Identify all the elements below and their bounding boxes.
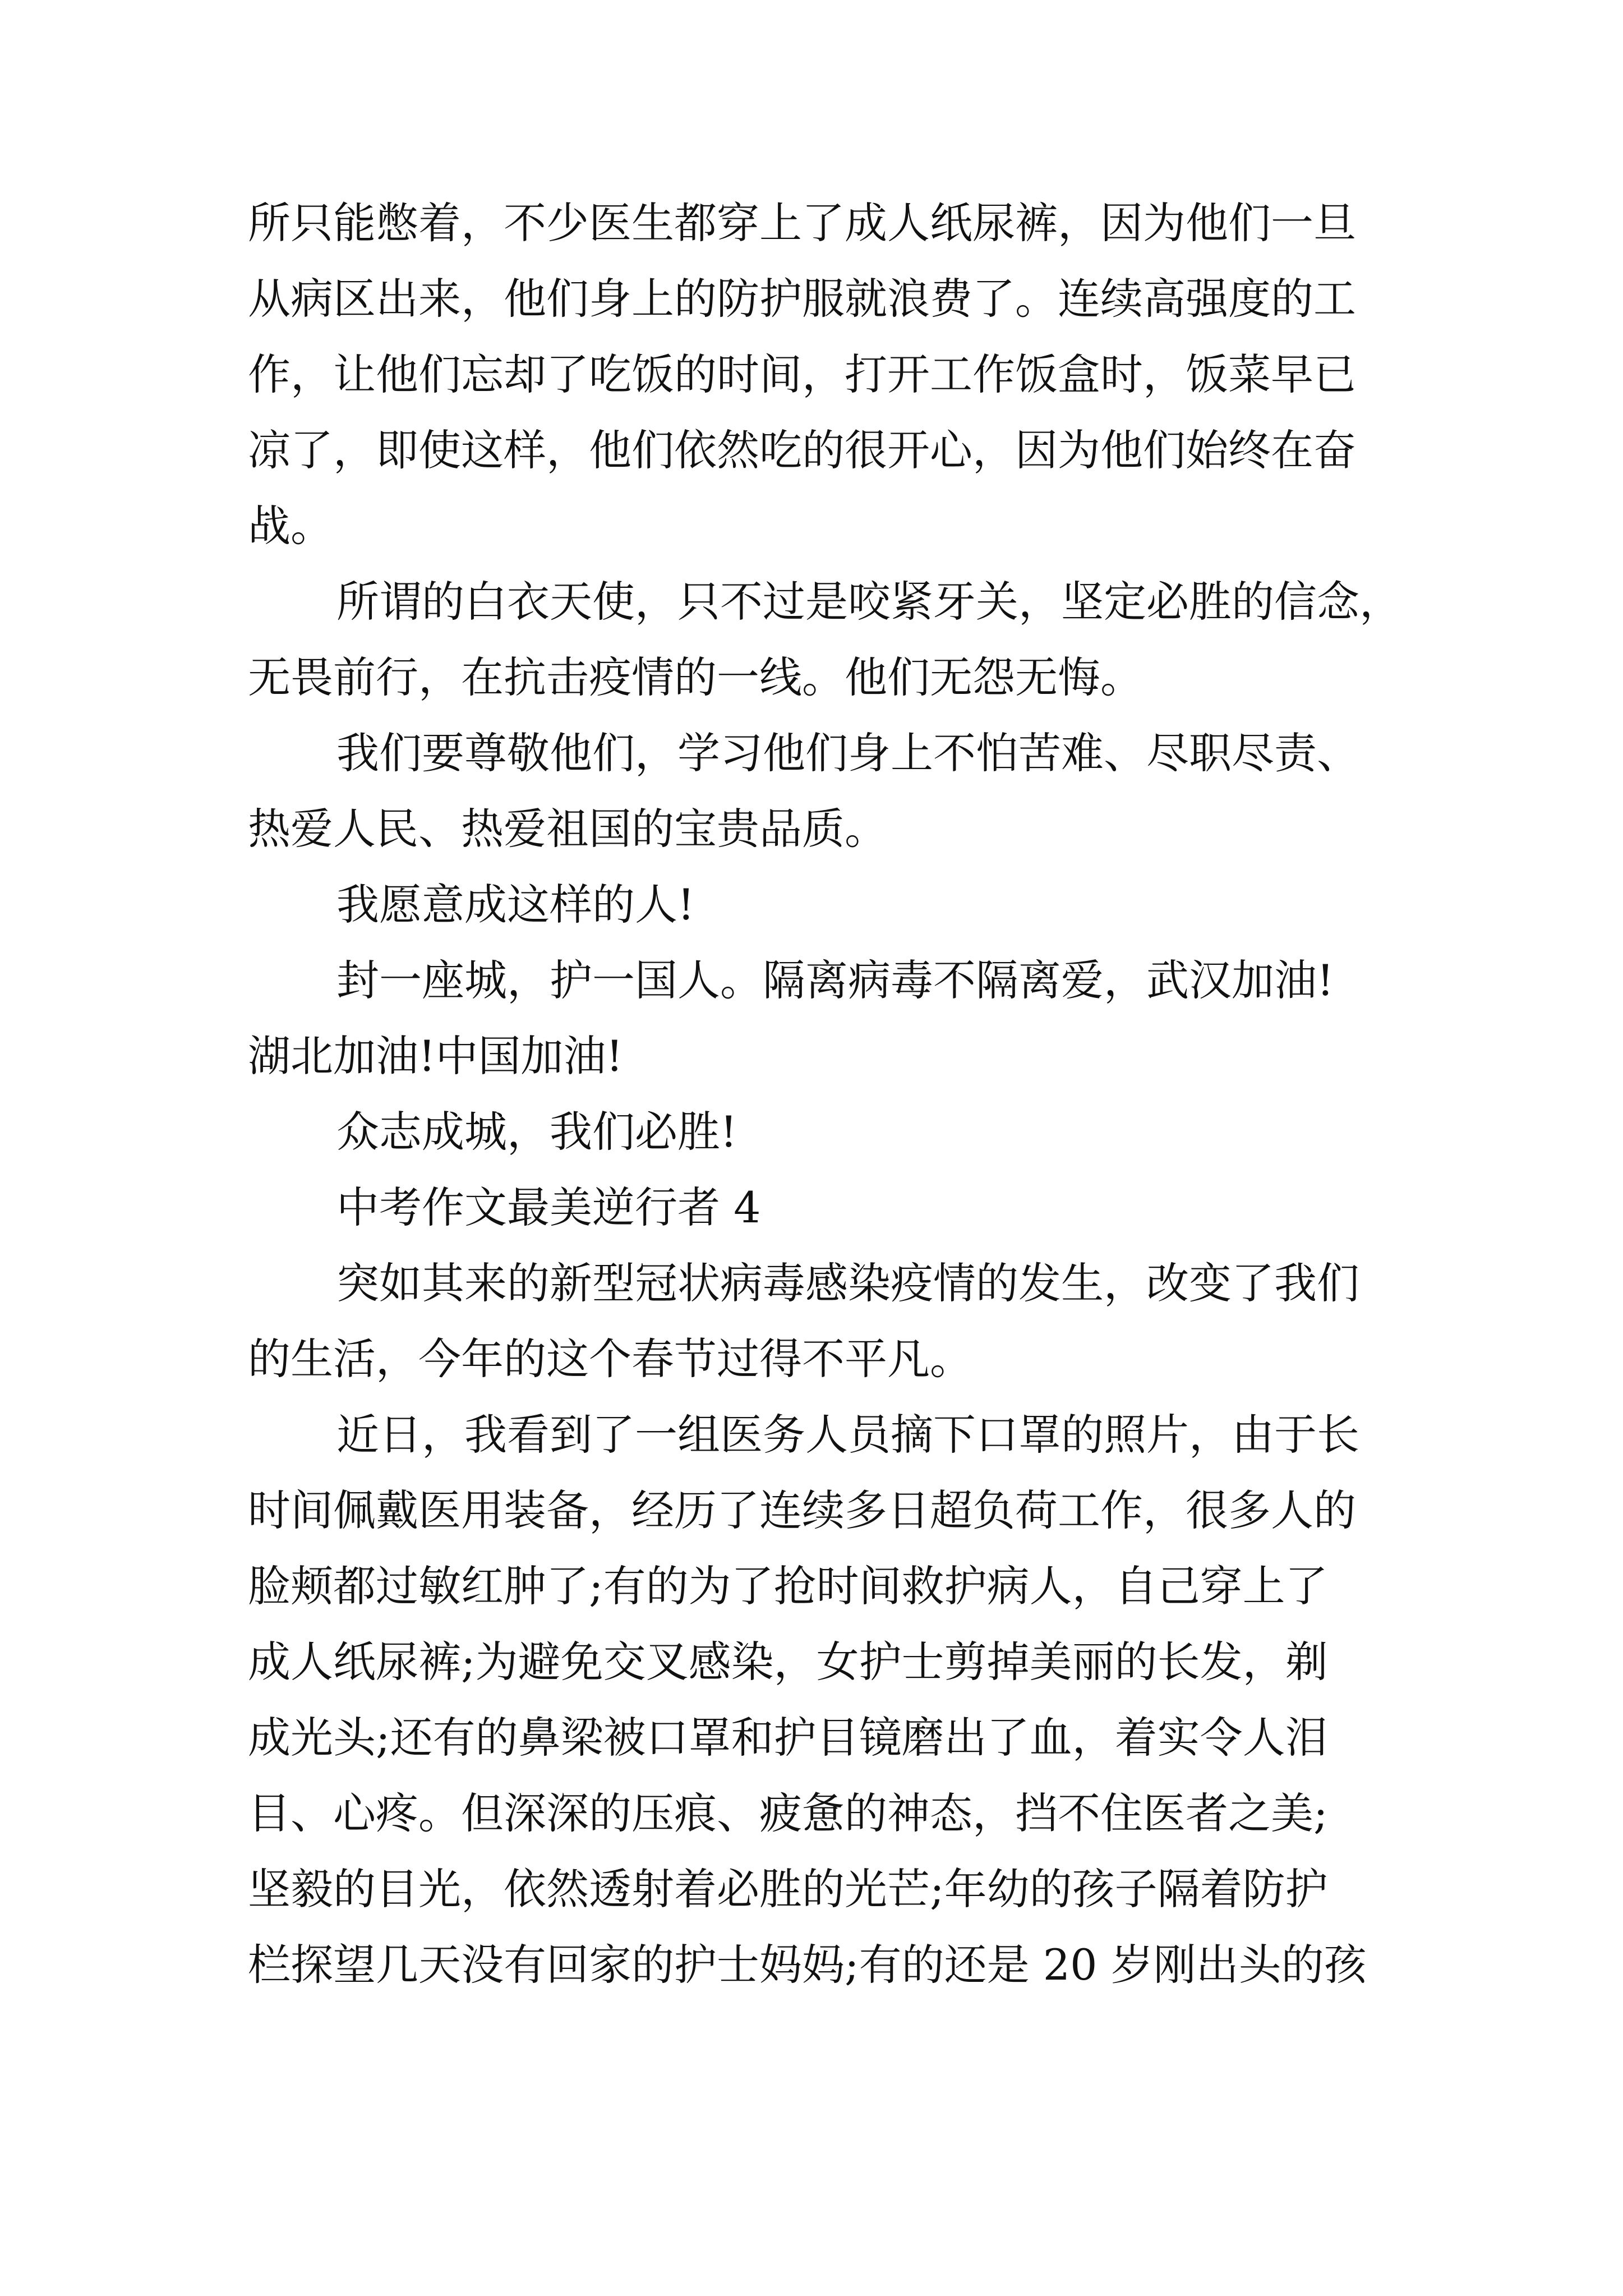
text-line: 脸颊都过敏红肿了;有的为了抢时间救护病人，自己穿上了	[248, 1561, 1328, 1611]
paragraph-start-line: 封一座城，护一国人。隔离病毒不隔离爱，武汉加油!	[336, 955, 1334, 1005]
paragraph-start-line: 众志成城，我们必胜!	[336, 1107, 737, 1157]
text-line: 成人纸尿裤;为避免交叉感染，女护士剪掉美丽的长发，剃	[248, 1637, 1328, 1687]
text-line: 凉了，即使这样，他们依然吃的很开心，因为他们始终在奋	[248, 425, 1356, 475]
paragraph-start-line: 我们要尊敬他们，学习他们身上不怕苦难、尽职尽责、	[336, 728, 1359, 778]
text-line: 时间佩戴医用装备，经历了连续多日超负荷工作，很多人的	[248, 1485, 1356, 1535]
text-line: 栏探望几天没有回家的护士妈妈;有的还是 20 岁刚出头的孩	[248, 1940, 1367, 1990]
text-line: 从病区出来，他们身上的防护服就浪费了。连续高强度的工	[248, 274, 1356, 324]
document-body	[248, 185, 1402, 2003]
paragraph-start-line: 突如其来的新型冠状病毒感染疫情的发生，改变了我们	[336, 1258, 1359, 1308]
text-line: 湖北加油!中国加油!	[248, 1031, 624, 1081]
text-line: 坚毅的目光，依然透射着必胜的光芒;年幼的孩子隔着防护	[248, 1864, 1328, 1914]
text-line: 无畏前行，在抗击疫情的一线。他们无怨无悔。	[248, 652, 1143, 702]
paragraph-start-line: 所谓的白衣天使，只不过是咬紧牙关，坚定必胜的信念，	[336, 577, 1402, 627]
text-line: 目、心疼。但深深的压痕、疲惫的神态，挡不住医者之美;	[248, 1788, 1328, 1838]
text-line: 的生活，今年的这个春节过得不平凡。	[248, 1334, 972, 1384]
paragraph-start-line: 我愿意成这样的人!	[336, 880, 695, 930]
text-line: 作，让他们忘却了吃饭的时间，打开工作饭盒时，饭菜早已	[248, 349, 1356, 399]
text-line: 成光头;还有的鼻梁被口罩和护目镜磨出了血，着实令人泪	[248, 1713, 1328, 1763]
section-heading: 中考作文最美逆行者 4	[336, 1182, 761, 1232]
paragraph-start-line: 近日，我看到了一组医务人员摘下口罩的照片，由于长	[336, 1410, 1359, 1460]
text-line: 战。	[248, 501, 333, 551]
text-line: 热爱人民、热爱祖国的宝贵品质。	[248, 804, 887, 854]
text-line: 所只能憋着，不少医生都穿上了成人纸尿裤，因为他们一旦	[248, 198, 1356, 248]
